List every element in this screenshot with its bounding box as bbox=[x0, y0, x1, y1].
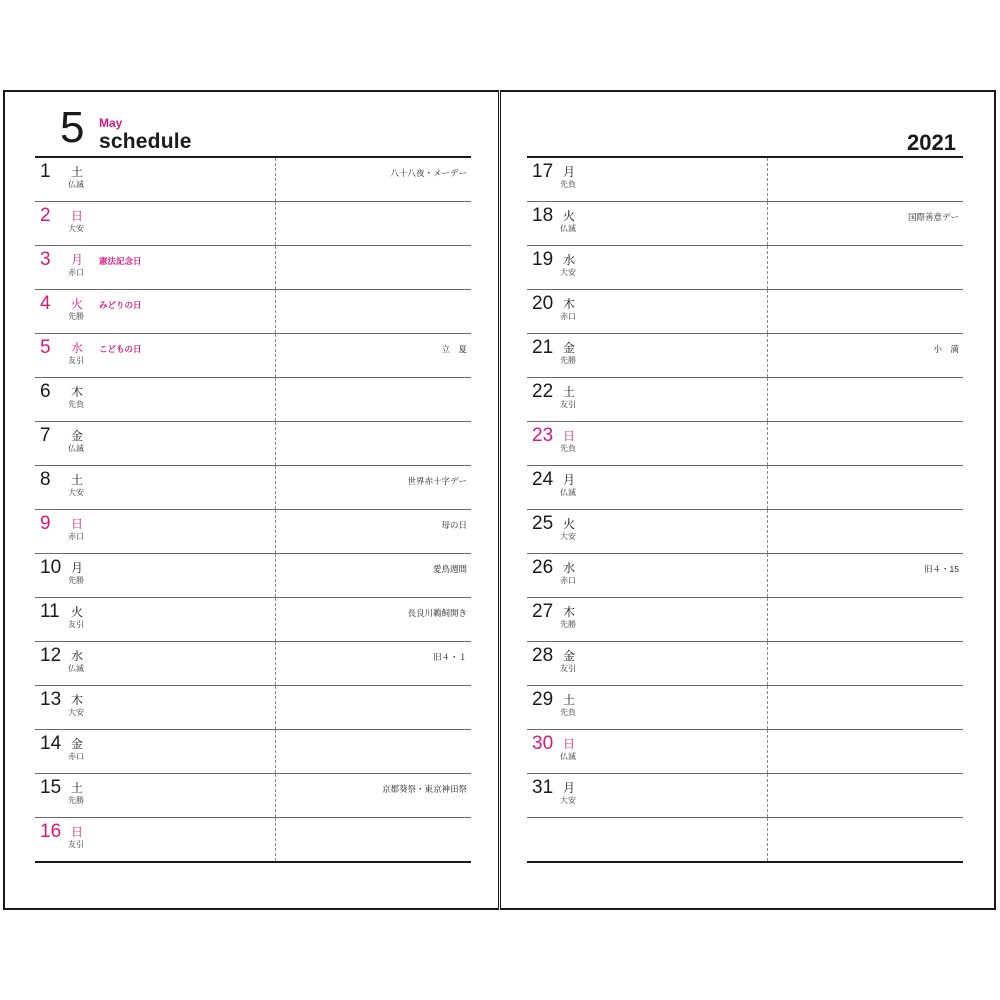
day-number: 8 bbox=[40, 469, 51, 490]
rokuyo-label: 赤口 bbox=[68, 268, 84, 277]
weekday-label: 月 bbox=[71, 561, 84, 575]
weekday-label: 土 bbox=[71, 165, 84, 179]
day-number: 15 bbox=[40, 777, 62, 798]
rokuyo-label: 先負 bbox=[560, 708, 576, 717]
dashed-divider bbox=[767, 466, 768, 509]
day-number: 1 bbox=[40, 161, 51, 182]
day-number: 22 bbox=[532, 381, 554, 402]
dashed-divider bbox=[767, 730, 768, 773]
day-number: 30 bbox=[532, 733, 554, 754]
day-number: 7 bbox=[40, 425, 51, 446]
rokuyo-label: 赤口 bbox=[68, 532, 84, 541]
day-row[interactable] bbox=[35, 774, 471, 818]
weekday-label: 木 bbox=[563, 605, 576, 619]
day-row[interactable] bbox=[35, 642, 471, 686]
dashed-divider bbox=[767, 158, 768, 201]
day-row[interactable] bbox=[35, 818, 471, 863]
rokuyo-label: 大安 bbox=[560, 268, 576, 277]
day-number: 3 bbox=[40, 249, 51, 270]
rokuyo-label: 大安 bbox=[68, 708, 84, 717]
day-row[interactable] bbox=[527, 730, 963, 774]
rokuyo-label: 先勝 bbox=[68, 576, 84, 585]
rokuyo-label: 先負 bbox=[68, 400, 84, 409]
dashed-divider bbox=[275, 378, 276, 421]
day-row[interactable] bbox=[527, 554, 963, 598]
day-number: 13 bbox=[40, 689, 62, 710]
day-number: 2 bbox=[40, 205, 51, 226]
weekday-label: 火 bbox=[71, 297, 84, 311]
rokuyo-label: 赤口 bbox=[68, 752, 84, 761]
rokuyo-label: 仏滅 bbox=[68, 664, 84, 673]
rokuyo-label: 先勝 bbox=[560, 620, 576, 629]
rokuyo-label: 友引 bbox=[68, 840, 84, 849]
weekday-label: 日 bbox=[71, 209, 84, 223]
weekday-label: 水 bbox=[563, 253, 576, 267]
dashed-divider bbox=[767, 774, 768, 817]
page-title: schedule bbox=[99, 130, 192, 153]
dashed-divider bbox=[275, 818, 276, 861]
event-note: 八十八夜・メーデー bbox=[390, 168, 467, 178]
day-row[interactable] bbox=[527, 334, 963, 378]
day-row[interactable] bbox=[527, 422, 963, 466]
event-note: 立 夏 bbox=[441, 344, 467, 354]
day-row[interactable] bbox=[35, 246, 471, 290]
day-row[interactable] bbox=[527, 378, 963, 422]
weekday-label: 土 bbox=[563, 693, 576, 707]
day-list-right bbox=[527, 156, 963, 863]
day-number: 9 bbox=[40, 513, 51, 534]
dashed-divider bbox=[767, 202, 768, 245]
day-row[interactable] bbox=[35, 378, 471, 422]
event-note: 小 満 bbox=[933, 344, 959, 354]
year-label: 2021 bbox=[907, 130, 956, 155]
weekday-label: 月 bbox=[563, 165, 576, 179]
rokuyo-label: 友引 bbox=[560, 400, 576, 409]
weekday-label: 木 bbox=[563, 297, 576, 311]
day-number: 17 bbox=[532, 161, 554, 182]
weekday-label: 火 bbox=[563, 517, 576, 531]
day-row[interactable] bbox=[35, 730, 471, 774]
holiday-label: みどりの日 bbox=[99, 300, 142, 310]
weekday-label: 金 bbox=[71, 737, 84, 751]
right-page bbox=[500, 90, 996, 910]
rokuyo-label: 友引 bbox=[68, 356, 84, 365]
day-row[interactable] bbox=[527, 686, 963, 730]
rokuyo-label: 先勝 bbox=[68, 312, 84, 321]
rokuyo-label: 仏滅 bbox=[560, 224, 576, 233]
day-row[interactable] bbox=[35, 334, 471, 378]
weekday-label: 日 bbox=[563, 429, 576, 443]
day-number: 25 bbox=[532, 513, 554, 534]
rokuyo-label: 大安 bbox=[68, 488, 84, 497]
dashed-divider bbox=[767, 554, 768, 597]
dashed-divider bbox=[275, 290, 276, 333]
rokuyo-label: 先勝 bbox=[560, 356, 576, 365]
day-number: 10 bbox=[40, 557, 62, 578]
weekday-label: 金 bbox=[71, 429, 84, 443]
day-number: 31 bbox=[532, 777, 554, 798]
day-number: 11 bbox=[40, 601, 60, 622]
weekday-label: 月 bbox=[563, 473, 576, 487]
rokuyo-label: 赤口 bbox=[560, 312, 576, 321]
month-english-label: May bbox=[99, 116, 123, 130]
dashed-divider bbox=[275, 466, 276, 509]
rokuyo-label: 大安 bbox=[560, 532, 576, 541]
dashed-divider bbox=[767, 642, 768, 685]
rokuyo-label: 仏滅 bbox=[68, 180, 84, 189]
dashed-divider bbox=[275, 246, 276, 289]
day-number: 27 bbox=[532, 601, 554, 622]
left-page bbox=[3, 90, 499, 910]
day-number: 29 bbox=[532, 689, 554, 710]
event-note: 国際善意デー bbox=[907, 212, 959, 222]
dashed-divider bbox=[275, 686, 276, 729]
dashed-divider bbox=[767, 818, 768, 861]
day-number: 14 bbox=[40, 733, 62, 754]
day-row[interactable] bbox=[35, 554, 471, 598]
day-number: 5 bbox=[40, 337, 51, 358]
day-list-left bbox=[35, 156, 471, 863]
day-row[interactable] bbox=[527, 246, 963, 290]
weekday-label: 月 bbox=[563, 781, 576, 795]
weekday-label: 木 bbox=[71, 693, 84, 707]
day-number: 4 bbox=[40, 293, 51, 314]
dashed-divider bbox=[275, 642, 276, 685]
weekday-label: 木 bbox=[71, 385, 84, 399]
rokuyo-label: 赤口 bbox=[560, 576, 576, 585]
day-row[interactable] bbox=[527, 774, 963, 818]
dashed-divider bbox=[767, 378, 768, 421]
dashed-divider bbox=[275, 730, 276, 773]
weekday-label: 火 bbox=[563, 209, 576, 223]
weekday-label: 水 bbox=[563, 561, 576, 575]
rokuyo-label: 大安 bbox=[560, 796, 576, 805]
weekday-label: 日 bbox=[71, 517, 84, 531]
day-row[interactable] bbox=[35, 202, 471, 246]
holiday-label: 憲法記念日 bbox=[99, 256, 142, 266]
day-row[interactable] bbox=[35, 158, 471, 202]
rokuyo-label: 大安 bbox=[68, 224, 84, 233]
dashed-divider bbox=[275, 334, 276, 377]
day-row[interactable] bbox=[35, 290, 471, 334]
day-row[interactable] bbox=[527, 466, 963, 510]
day-row[interactable] bbox=[527, 642, 963, 686]
day-row[interactable] bbox=[527, 598, 963, 642]
rokuyo-label: 友引 bbox=[68, 620, 84, 629]
day-number: 28 bbox=[532, 645, 554, 666]
event-note: 長良川鵜飼開き bbox=[407, 608, 467, 618]
day-row[interactable] bbox=[527, 818, 963, 863]
weekday-label: 月 bbox=[71, 253, 84, 267]
day-row[interactable] bbox=[527, 510, 963, 554]
day-number: 26 bbox=[532, 557, 554, 578]
dashed-divider bbox=[767, 510, 768, 553]
event-note: 母の日 bbox=[441, 520, 467, 530]
dashed-divider bbox=[767, 598, 768, 641]
day-number: 6 bbox=[40, 381, 51, 402]
day-row[interactable] bbox=[35, 686, 471, 730]
event-note: 愛鳥週間 bbox=[432, 564, 467, 574]
day-number: 18 bbox=[532, 205, 554, 226]
day-number: 23 bbox=[532, 425, 554, 446]
weekday-label: 土 bbox=[71, 781, 84, 795]
rokuyo-label: 先負 bbox=[560, 444, 576, 453]
dashed-divider bbox=[275, 510, 276, 553]
dashed-divider bbox=[767, 334, 768, 377]
rokuyo-label: 仏滅 bbox=[560, 752, 576, 761]
dashed-divider bbox=[275, 422, 276, 465]
weekday-label: 日 bbox=[71, 825, 84, 839]
weekday-label: 水 bbox=[71, 341, 84, 355]
weekday-label: 火 bbox=[71, 605, 84, 619]
dashed-divider bbox=[275, 554, 276, 597]
day-row[interactable] bbox=[527, 290, 963, 334]
month-number: 5 bbox=[60, 103, 85, 152]
dashed-divider bbox=[275, 202, 276, 245]
rokuyo-label: 仏滅 bbox=[68, 444, 84, 453]
day-number: 21 bbox=[532, 337, 554, 358]
event-note: 京都葵祭・東京神田祭 bbox=[381, 784, 467, 794]
day-row[interactable] bbox=[35, 422, 471, 466]
dashed-divider bbox=[767, 686, 768, 729]
weekday-label: 土 bbox=[71, 473, 84, 487]
dashed-divider bbox=[767, 246, 768, 289]
dashed-divider bbox=[275, 598, 276, 641]
day-number: 19 bbox=[532, 249, 554, 270]
day-number: 16 bbox=[40, 821, 62, 842]
day-number: 20 bbox=[532, 293, 554, 314]
day-number: 24 bbox=[532, 469, 554, 490]
day-number: 12 bbox=[40, 645, 62, 666]
rokuyo-label: 友引 bbox=[560, 664, 576, 673]
dashed-divider bbox=[275, 774, 276, 817]
dashed-divider bbox=[767, 422, 768, 465]
day-row[interactable] bbox=[35, 510, 471, 554]
weekday-label: 水 bbox=[71, 649, 84, 663]
weekday-label: 金 bbox=[563, 341, 576, 355]
dashed-divider bbox=[767, 290, 768, 333]
event-note: 旧４・１ bbox=[432, 652, 467, 662]
rokuyo-label: 先勝 bbox=[68, 796, 84, 805]
dashed-divider bbox=[275, 158, 276, 201]
event-note: 世界赤十字デー bbox=[407, 476, 467, 486]
holiday-label: こどもの日 bbox=[99, 344, 142, 354]
event-note: 旧４・15 bbox=[924, 564, 959, 574]
day-row[interactable] bbox=[527, 202, 963, 246]
weekday-label: 日 bbox=[563, 737, 576, 751]
day-row[interactable] bbox=[35, 598, 471, 642]
weekday-label: 土 bbox=[563, 385, 576, 399]
rokuyo-label: 仏滅 bbox=[560, 488, 576, 497]
day-row[interactable] bbox=[527, 158, 963, 202]
day-row[interactable] bbox=[35, 466, 471, 510]
rokuyo-label: 先負 bbox=[560, 180, 576, 189]
weekday-label: 金 bbox=[563, 649, 576, 663]
